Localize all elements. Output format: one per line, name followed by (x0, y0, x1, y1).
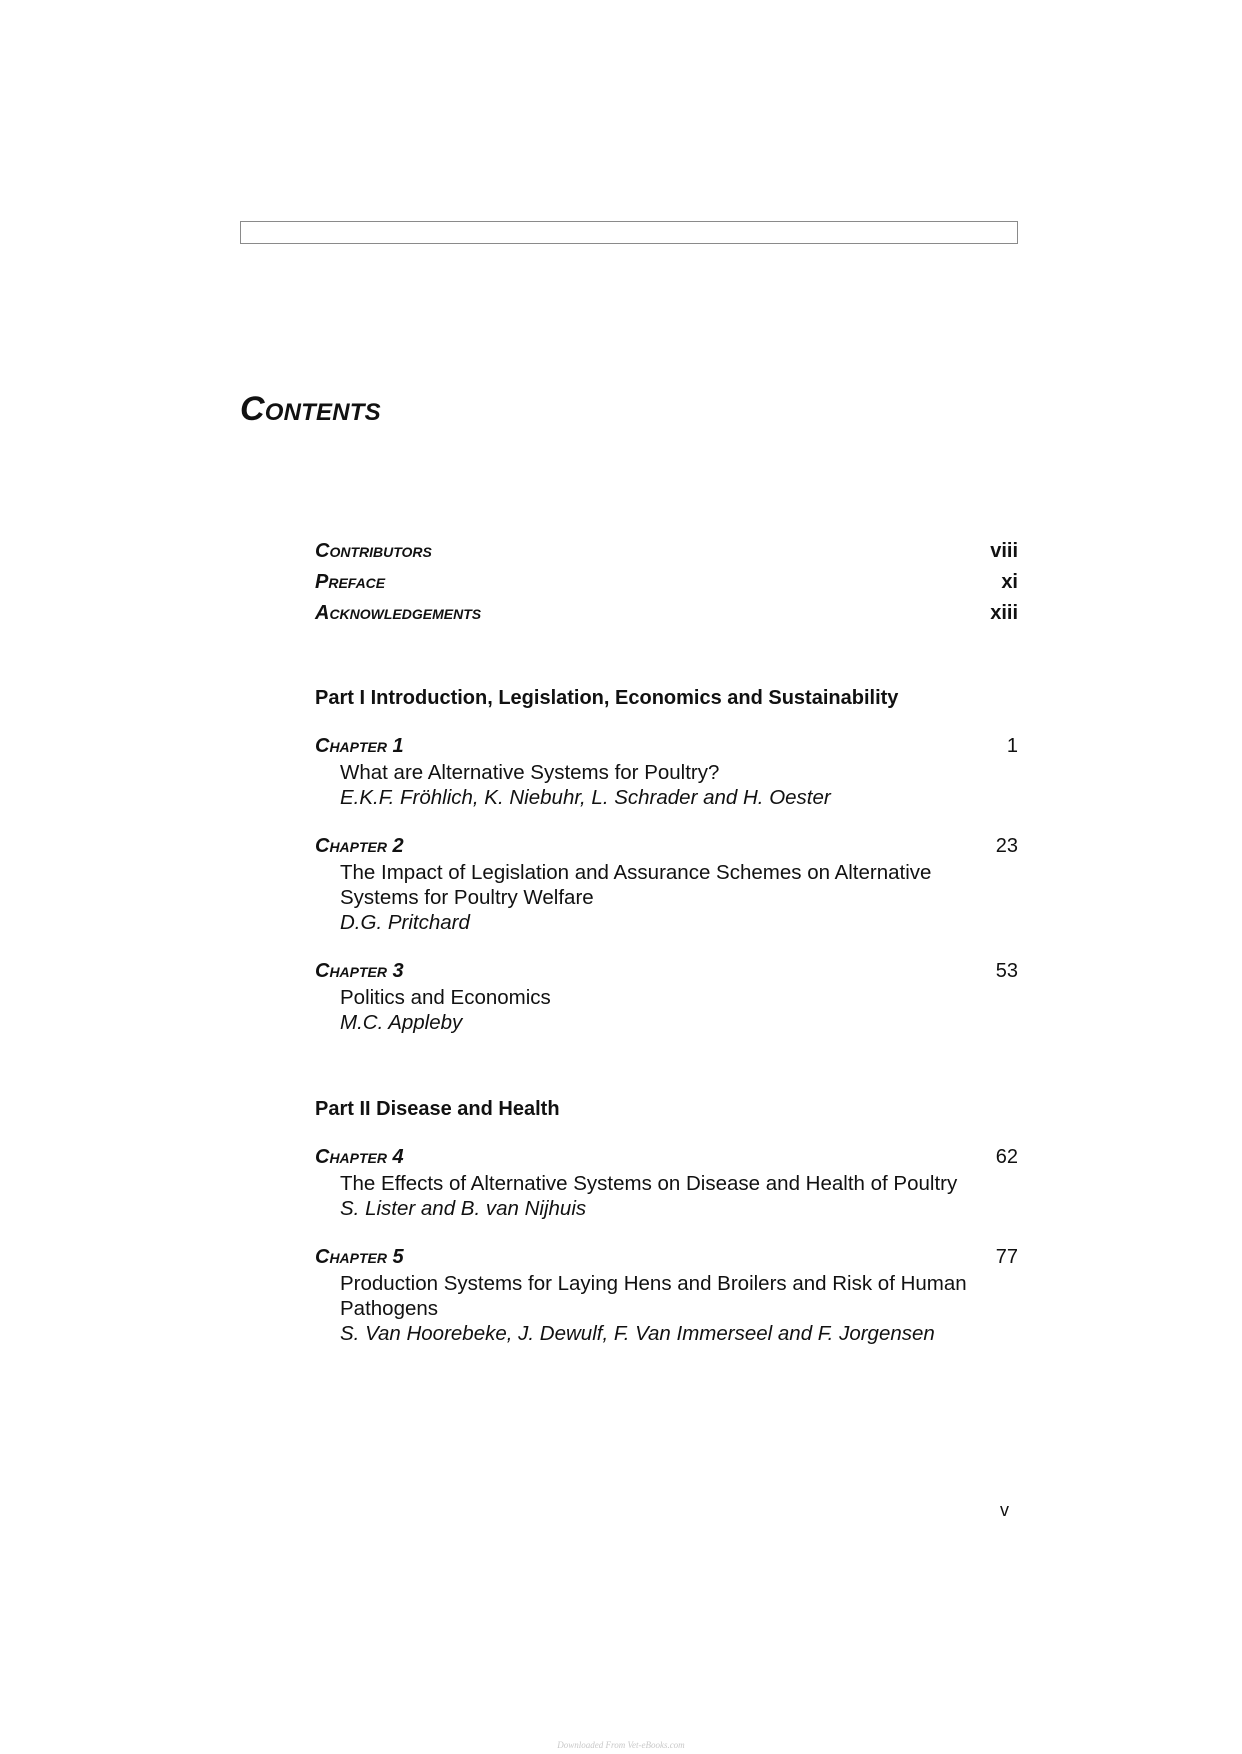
chapter-page: 23 (995, 835, 1018, 857)
chapter-title: The Impact of Legislation and Assurance Schemes on Alternative Systems for Poultry Welfare (340, 861, 932, 909)
entry-label: Contributors (315, 540, 432, 562)
chapter-label: Chapter 3 (315, 960, 404, 982)
chapter-page: 1 (1006, 735, 1018, 757)
toc-entry-contributors[interactable] (315, 540, 1018, 571)
chapter-entry[interactable] (315, 1146, 1018, 1221)
chapter-page: 77 (995, 1246, 1018, 1268)
chapter-authors: S. Lister and B. van Nijhuis (340, 1197, 587, 1220)
chapter-title: Politics and Economics (340, 986, 551, 1009)
chapter-entry[interactable] (315, 960, 1018, 1035)
chapter-label: Chapter 1 (315, 735, 404, 757)
chapter-page: 53 (995, 960, 1018, 982)
toc-entry-acknowledgements[interactable] (315, 602, 1018, 633)
chapter-label: Chapter 2 (315, 835, 404, 857)
toc-entry-preface[interactable] (315, 571, 1018, 602)
page-number: v (1000, 1500, 1009, 1520)
chapter-label: Chapter 4 (315, 1146, 404, 1168)
chapter-title: The Effects of Alternative Systems on Disease and Health of Poultry (340, 1172, 958, 1195)
part-heading: Part I Introduction, Legislation, Economics and Sustainability (315, 687, 899, 709)
running-header-box (240, 221, 1018, 244)
entry-page: xiii (990, 602, 1018, 624)
entry-label: Acknowledgements (315, 602, 482, 624)
chapter-entry[interactable] (315, 835, 1018, 935)
chapter-title: What are Alternative Systems for Poultry? (340, 761, 720, 784)
chapter-entry[interactable] (315, 735, 1018, 810)
chapter-authors: M.C. Appleby (340, 1011, 463, 1034)
entry-page: viii (990, 540, 1018, 562)
chapter-authors: E.K.F. Fröhlich, K. Niebuhr, L. Schrader and H. Oester (340, 786, 831, 809)
chapter-label: Chapter 5 (315, 1246, 404, 1268)
chapter-title: Production Systems for Laying Hens and Broilers and Risk of Human Pathogens (340, 1272, 967, 1320)
chapter-authors: D.G. Pritchard (340, 911, 470, 934)
page-title: Contents (240, 390, 381, 428)
front-matter-list (315, 540, 1018, 633)
entry-label: Preface (315, 571, 386, 593)
chapter-authors: S. Van Hoorebeke, J. Dewulf, F. Van Immerseel and F. Jorgensen (340, 1322, 935, 1345)
chapter-entry[interactable] (315, 1246, 1018, 1346)
chapter-page: 62 (995, 1146, 1018, 1168)
download-watermark: Downloaded From Vet-eBooks.com (557, 1740, 685, 1750)
part-heading: Part II Disease and Health (315, 1098, 560, 1120)
entry-page: xi (1001, 571, 1018, 593)
